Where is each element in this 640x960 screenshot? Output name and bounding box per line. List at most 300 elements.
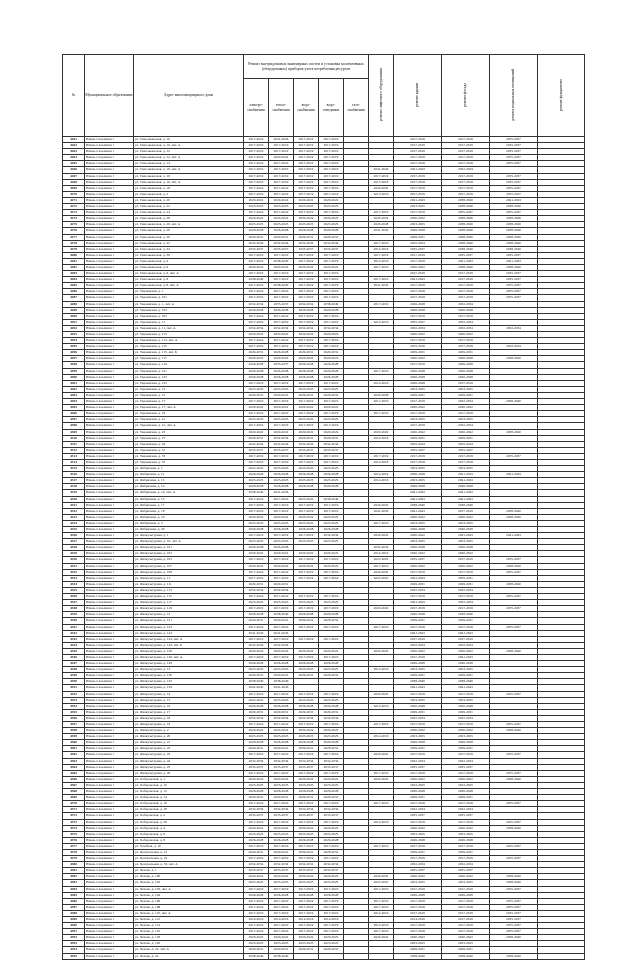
cell-heat: 2017-2019 <box>269 886 294 892</box>
cell-basement: 2035-2037 <box>490 770 538 776</box>
cell-sewer: 2035-2037 <box>319 447 344 453</box>
cell-municipality: Южно-Сахалинск г <box>85 466 134 472</box>
cell-roof: 2017-2019 <box>394 283 442 289</box>
cell-water: 2023-2025 <box>294 831 319 837</box>
cell-facade: 2032-2034 <box>442 807 490 813</box>
cell-row-number: 4366 <box>63 776 85 782</box>
cell-address: ул. Тихоокеанская, д. 2 <box>134 191 244 197</box>
cell-water: 2026-2028 <box>294 472 319 478</box>
cell-facade: 2017-2019 <box>442 856 490 862</box>
cell-heat: 2017-2019 <box>269 319 294 325</box>
cell-sewer: 2023-2025 <box>319 478 344 484</box>
cell-facade: 2017-2019 <box>442 191 490 197</box>
cell-water: 2017-2019 <box>294 191 319 197</box>
cell-roof: 2041-2043 <box>394 197 442 203</box>
cell-address: ул. Физкультурная, д. 121 <box>134 618 244 624</box>
cell-heat: 2026-2028 <box>269 307 294 313</box>
cell-water: 2029-2031 <box>294 392 319 398</box>
cell-heat: 2029-2031 <box>269 581 294 587</box>
cell-facade: 2029-2031 <box>442 849 490 855</box>
cell-sewer: 2032-2034 <box>319 758 344 764</box>
cell-municipality: Южно-Сахалинск г <box>85 825 134 831</box>
cell-basement: 2035-2037 <box>490 173 538 179</box>
cell-roof: 2029-2031 <box>394 673 442 679</box>
cell-address: ул. Тихоокеанская, д. 12, лит. А <box>134 155 244 161</box>
cell-electric: 2029-2031 <box>244 234 269 240</box>
cell-roof: 2029-2031 <box>394 581 442 587</box>
cell-basement: 2035-2037 <box>490 453 538 459</box>
cell-municipality: Южно-Сахалинск г <box>85 624 134 630</box>
table-row <box>63 264 585 270</box>
cell-sewer: 2023-2025 <box>319 417 344 423</box>
cell-row-number: 4389 <box>63 917 85 923</box>
cell-elevator: 2017-2019 <box>369 252 394 258</box>
cell-address: ул. Физкультурная, д. 18 <box>134 715 244 721</box>
cell-sewer: 2017-2019 <box>319 173 344 179</box>
cell-facade: 2017-2019 <box>442 411 490 417</box>
cell-sewer: 2023-2025 <box>319 697 344 703</box>
cell-electric: 2017-2019 <box>244 155 269 161</box>
cell-address: ул. Фабричная, д. 2 <box>134 520 244 526</box>
cell-roof: 2017-2019 <box>394 411 442 417</box>
cell-address: ул. Физкультурная, д. 123 <box>134 624 244 630</box>
cell-basement: 2038-2040 <box>490 246 538 252</box>
cell-water: 2020-2022 <box>294 356 319 362</box>
cell-elevator: 2014-2016 <box>369 551 394 557</box>
cell-municipality: Южно-Сахалинск г <box>85 758 134 764</box>
cell-heat: 2017-2019 <box>269 453 294 459</box>
cell-roof: 2020-2022 <box>394 514 442 520</box>
cell-row-number: 4375 <box>63 831 85 837</box>
cell-heat: 2017-2019 <box>269 654 294 660</box>
cell-electric: 2017-2019 <box>244 411 269 417</box>
cell-sewer: 2020-2022 <box>319 935 344 941</box>
cell-address: ул. Чехова, д. 118 <box>134 935 244 941</box>
cell-address: ул. Физкультурная, д. 19 <box>134 722 244 728</box>
cell-elevator: 2017-2019 <box>369 264 394 270</box>
cell-water: 2023-2025 <box>294 478 319 484</box>
cell-water: 2020-2022 <box>294 825 319 831</box>
cell-water: 2026-2028 <box>294 374 319 380</box>
cell-roof: 2020-2022 <box>394 648 442 654</box>
cell-municipality: Южно-Сахалинск г <box>85 594 134 600</box>
cell-address: ул. Хабаровская, д. 20 <box>134 819 244 825</box>
cell-heat: 2017-2019 <box>269 533 294 539</box>
cell-municipality: Южно-Сахалинск г <box>85 673 134 679</box>
cell-row-number: 4280 <box>63 252 85 258</box>
cell-sewer: 2026-2028 <box>319 374 344 380</box>
cell-facade: 2017-2019 <box>442 161 490 167</box>
cell-municipality: Южно-Сахалинск г <box>85 216 134 222</box>
table-row <box>63 210 585 216</box>
cell-municipality: Южно-Сахалинск г <box>85 338 134 344</box>
cell-roof: 2038-2040 <box>394 502 442 508</box>
cell-row-number: 4337 <box>63 600 85 606</box>
cell-municipality: Южно-Сахалинск г <box>85 886 134 892</box>
cell-water: 2017-2019 <box>294 179 319 185</box>
cell-address: ул. Центральная, д. 23 <box>134 856 244 862</box>
cell-roof: 2032-2034 <box>394 642 442 648</box>
cell-facade: 2023-2025 <box>442 941 490 947</box>
cell-basement: 2041-2043 <box>490 533 538 539</box>
cell-water: 2020-2022 <box>294 429 319 435</box>
cell-address: ул. Физкультурная, д. 13 <box>134 667 244 673</box>
cell-roof: 2017-2019 <box>394 210 442 216</box>
table-row <box>63 533 585 539</box>
cell-address: ул. Физкультурная, д. 12 <box>134 612 244 618</box>
cell-water: 2026-2028 <box>294 484 319 490</box>
cell-electric: 2017-2019 <box>244 691 269 697</box>
cell-electric: 2023-2025 <box>244 520 269 526</box>
cell-roof: 2032-2034 <box>394 715 442 721</box>
cell-roof: 2017-2019 <box>394 843 442 849</box>
cell-elevator: 2017-2019 <box>369 210 394 216</box>
cell-row-number: 4274 <box>63 216 85 222</box>
cell-heat: 2017-2019 <box>269 636 294 642</box>
cell-roof: 2026-2028 <box>394 380 442 386</box>
cell-electric: 2029-2031 <box>244 673 269 679</box>
cell-municipality: Южно-Сахалинск г <box>85 740 134 746</box>
cell-municipality: Южно-Сахалинск г <box>85 813 134 819</box>
cell-address: ул. Физкультурная, д. 113 <box>134 587 244 593</box>
cell-sewer: 2020-2022 <box>319 825 344 831</box>
cell-facade: 2023-2025 <box>442 667 490 673</box>
cell-heat: 2020-2022 <box>269 776 294 782</box>
cell-basement: 2035-2037 <box>490 271 538 277</box>
cell-water: 2017-2019 <box>294 173 319 179</box>
cell-electric: 2023-2025 <box>244 386 269 392</box>
cell-municipality: Южно-Сахалинск г <box>85 636 134 642</box>
cell-heat: 2035-2037 <box>269 362 294 368</box>
cell-sewer: 2023-2025 <box>319 204 344 210</box>
cell-row-number: 4317 <box>63 478 85 484</box>
cell-row-number: 4395 <box>63 953 85 959</box>
cell-roof: 2032-2034 <box>394 758 442 764</box>
cell-electric: 2023-2025 <box>244 697 269 703</box>
cell-elevator <box>369 953 394 959</box>
cell-basement: 2035-2037 <box>490 722 538 728</box>
cell-electric: 2038-2040 <box>244 679 269 685</box>
cell-facade: 2029-2031 <box>442 746 490 752</box>
cell-electric: 2035-2037 <box>244 813 269 819</box>
cell-row-number: 4374 <box>63 825 85 831</box>
cell-row-number: 4339 <box>63 612 85 618</box>
cell-municipality: Южно-Сахалинск г <box>85 478 134 484</box>
cell-sewer: 2026-2028 <box>319 703 344 709</box>
cell-facade: 2038-2040 <box>442 679 490 685</box>
cell-row-number: 4270 <box>63 191 85 197</box>
cell-facade: 2023-2025 <box>442 466 490 472</box>
cell-municipality: Южно-Сахалинск г <box>85 149 134 155</box>
cell-municipality: Южно-Сахалинск г <box>85 222 134 228</box>
table-body <box>63 137 585 960</box>
cell-row-number: 4300 <box>63 374 85 380</box>
cell-basement: 2038-2040 <box>490 728 538 734</box>
cell-facade: 2017-2019 <box>442 624 490 630</box>
cell-row-number: 4286 <box>63 289 85 295</box>
cell-facade: 2017-2019 <box>442 277 490 283</box>
cell-electric: 2017-2019 <box>244 459 269 465</box>
cell-address: ул. Физкультурная, д. 23 <box>134 752 244 758</box>
cell-basement: 2035-2037 <box>490 801 538 807</box>
cell-facade: 2017-2019 <box>442 149 490 155</box>
cell-facade: 2017-2019 <box>442 843 490 849</box>
cell-address: ул. Украинская, д. 105 <box>134 313 244 319</box>
cell-sewer: 2020-2022 <box>319 648 344 654</box>
cell-heat: 2017-2019 <box>269 691 294 697</box>
cell-basement: 2038-2040 <box>490 228 538 234</box>
cell-facade: 2038-2040 <box>442 204 490 210</box>
cell-electric: 2023-2025 <box>244 941 269 947</box>
cell-facade: 2017-2019 <box>442 910 490 916</box>
cell-water: 2020-2022 <box>294 332 319 338</box>
cell-facade: 2020-2022 <box>442 776 490 782</box>
cell-roof: 2017-2019 <box>394 289 442 295</box>
cell-electric: 2032-2034 <box>244 807 269 813</box>
cell-heat: 2026-2028 <box>269 892 294 898</box>
cell-address: ул. Хлебная, д. 10 <box>134 843 244 849</box>
cell-water: 2017-2019 <box>294 453 319 459</box>
table-row <box>63 429 585 435</box>
cell-facade: 2038-2040 <box>442 502 490 508</box>
cell-electric: 2026-2028 <box>244 661 269 667</box>
cell-facade: 2029-2031 <box>442 575 490 581</box>
cell-sewer: 2026-2028 <box>319 789 344 795</box>
cell-facade: 2032-2034 <box>442 167 490 173</box>
cell-address: ул. Украинская, д. 17 <box>134 399 244 405</box>
cell-sewer: 2023-2025 <box>319 782 344 788</box>
cell-elevator: 2041-2043 <box>369 508 394 514</box>
cell-elevator: 2020-2022 <box>369 533 394 539</box>
cell-row-number: 4309 <box>63 429 85 435</box>
cell-facade: 2029-2031 <box>442 581 490 587</box>
cell-electric: 2032-2034 <box>244 715 269 721</box>
cell-municipality: Южно-Сахалинск г <box>85 301 134 307</box>
cell-address: ул. Украинская, д. 19 <box>134 411 244 417</box>
cell-row-number: 4294 <box>63 338 85 344</box>
cell-row-number: 4275 <box>63 222 85 228</box>
cell-water: 2026-2028 <box>294 740 319 746</box>
cell-heat: 2020-2022 <box>269 551 294 557</box>
cell-basement: 2035-2037 <box>490 137 538 143</box>
cell-address: ул. Чехова, д. 104 <box>134 892 244 898</box>
cell-facade: 2023-2025 <box>442 782 490 788</box>
cell-electric: 2017-2019 <box>244 453 269 459</box>
cell-facade: 2026-2028 <box>442 527 490 533</box>
cell-water: 2026-2028 <box>294 661 319 667</box>
cell-heat: 2020-2022 <box>269 332 294 338</box>
cell-heat: 2041-2043 <box>269 685 294 691</box>
cell-heat: 2032-2034 <box>269 758 294 764</box>
cell-facade: 2038-2040 <box>442 197 490 203</box>
cell-address: ул. Хабаровская, д. 10 <box>134 782 244 788</box>
cell-elevator: 2014-2016 <box>369 258 394 264</box>
cell-sewer: 2017-2019 <box>319 191 344 197</box>
cell-sewer: 2020-2022 <box>319 429 344 435</box>
cell-municipality: Южно-Сахалинск г <box>85 344 134 350</box>
cell-water: 2017-2019 <box>294 691 319 697</box>
cell-heat: 2020-2022 <box>269 728 294 734</box>
cell-electric: 2032-2034 <box>244 758 269 764</box>
cell-roof: 2017-2019 <box>394 923 442 929</box>
cell-heat: 2029-2031 <box>269 673 294 679</box>
cell-water: 2029-2031 <box>294 618 319 624</box>
cell-sewer: 2026-2028 <box>319 661 344 667</box>
cell-electric: 2017-2019 <box>244 344 269 350</box>
cell-municipality: Южно-Сахалинск г <box>85 581 134 587</box>
cell-electric: 2020-2022 <box>244 935 269 941</box>
cell-municipality: Южно-Сахалинск г <box>85 782 134 788</box>
cell-elevator: 2017-2019 <box>369 624 394 630</box>
cell-basement: 2035-2037 <box>490 277 538 283</box>
cell-facade: 2041-2043 <box>442 478 490 484</box>
table-row <box>63 563 585 569</box>
cell-roof: 2020-2022 <box>394 356 442 362</box>
cell-address: ул. Физкультурная, д. 115 <box>134 594 244 600</box>
cell-roof: 2023-2025 <box>394 941 442 947</box>
cell-heat: 2026-2028 <box>269 837 294 843</box>
cell-heat: 2038-2040 <box>269 612 294 618</box>
cell-sewer: 2020-2022 <box>319 551 344 557</box>
cell-address: ул. Фабричная, д. 18 <box>134 508 244 514</box>
cell-row-number: 4269 <box>63 185 85 191</box>
cell-basement: 2038-2040 <box>490 399 538 405</box>
cell-facade: 2023-2025 <box>442 520 490 526</box>
cell-address: ул. Фабричная, д. 13 <box>134 478 244 484</box>
cell-row-number: 4324 <box>63 520 85 526</box>
cell-row-number: 4353 <box>63 697 85 703</box>
cell-address: ул. Хабаровская, д. 16 <box>134 801 244 807</box>
cell-elevator: 2017-2019 <box>369 886 394 892</box>
cell-row-number: 4262 <box>63 143 85 149</box>
cell-row-number: 4350 <box>63 679 85 685</box>
cell-roof: 2017-2019 <box>394 856 442 862</box>
cell-electric: 2017-2019 <box>244 636 269 642</box>
cell-row-number: 4359 <box>63 734 85 740</box>
cell-heat: 2035-2037 <box>269 301 294 307</box>
cell-basement: 2035-2037 <box>490 557 538 563</box>
cell-water <box>294 953 319 959</box>
cell-basement: 2035-2037 <box>490 569 538 575</box>
cell-heat: 2026-2028 <box>269 789 294 795</box>
cell-water: 2014-2016 <box>294 917 319 923</box>
cell-municipality: Южно-Сахалинск г <box>85 789 134 795</box>
cell-roof: 2023-2025 <box>394 782 442 788</box>
cell-roof: 2015-2016 <box>394 344 442 350</box>
cell-roof: 2020-2022 <box>394 216 442 222</box>
cell-electric: 2017-2019 <box>244 929 269 935</box>
cell-water: 2035-2037 <box>294 868 319 874</box>
cell-facade: 2029-2031 <box>442 350 490 356</box>
cell-sewer: 2017-2019 <box>319 179 344 185</box>
cell-water: 2017-2019 <box>294 929 319 935</box>
cell-facade: 2026-2028 <box>442 740 490 746</box>
cell-heat: 2023-2025 <box>269 466 294 472</box>
cell-address: ул. Украинская, д. 123 <box>134 374 244 380</box>
cell-heat: 2026-2028 <box>269 350 294 356</box>
cell-row-number: 4320 <box>63 496 85 502</box>
cell-water: 2029-2031 <box>294 435 319 441</box>
cell-row-number: 4377 <box>63 843 85 849</box>
cell-sewer: 2017-2019 <box>319 453 344 459</box>
cell-facade: 2026-2028 <box>442 789 490 795</box>
cell-electric: 2017-2019 <box>244 752 269 758</box>
cell-municipality: Южно-Сахалинск г <box>85 697 134 703</box>
cell-address: ул. Тихоокеанская, д. 20 <box>134 197 244 203</box>
cell-electric: 2035-2037 <box>244 764 269 770</box>
cell-electric: 2017-2019 <box>244 654 269 660</box>
cell-row-number: 4360 <box>63 740 85 746</box>
cell-municipality: Южно-Сахалинск г <box>85 319 134 325</box>
cell-address: ул. Тихоокеанская, д. 26, лит. А <box>134 222 244 228</box>
cell-facade: 2020-2022 <box>442 825 490 831</box>
cell-municipality: Южно-Сахалинск г <box>85 399 134 405</box>
cell-foundation <box>538 953 585 959</box>
cell-address: ул. Украинская, д. 31 <box>134 447 244 453</box>
cell-address: ул. Украинская, д. 23 <box>134 429 244 435</box>
cell-address: ул. Тихоокеанская, д. 34 <box>134 246 244 252</box>
cell-municipality: Южно-Сахалинск г <box>85 356 134 362</box>
cell-heat: 2020-2022 <box>269 935 294 941</box>
table-row <box>63 886 585 892</box>
cell-electric: 2035-2037 <box>244 246 269 252</box>
cell-heat: 2020-2022 <box>269 429 294 435</box>
col-municipality-header: Муниципальное образование <box>85 55 134 137</box>
cell-row-number: 4282 <box>63 264 85 270</box>
cell-municipality: Южно-Сахалинск г <box>85 722 134 728</box>
cell-address: ул. Хабаровская, д. 8 <box>134 837 244 843</box>
cell-municipality: Южно-Сахалинск г <box>85 143 134 149</box>
cell-electric: 2023-2025 <box>244 204 269 210</box>
table-row <box>63 143 585 149</box>
cell-basement: 2038-2040 <box>490 216 538 222</box>
cell-elevator: 2020-2022 <box>369 874 394 880</box>
cell-elevator: 2014-2016 <box>369 923 394 929</box>
cell-heat: 2038-2040 <box>269 679 294 685</box>
cell-heat: 2026-2028 <box>269 661 294 667</box>
cell-facade: 2017-2019 <box>442 185 490 191</box>
col-basement-header: ремонт подвальных помещений <box>490 55 538 137</box>
cell-facade: 2029-2031 <box>442 435 490 441</box>
cell-water: 2020-2022 <box>294 551 319 557</box>
cell-gas <box>344 953 369 959</box>
cell-sewer: 2017-2019 <box>319 313 344 319</box>
cell-row-number: 4362 <box>63 752 85 758</box>
cell-water: 2017-2019 <box>294 904 319 910</box>
cell-electric: 2029-2031 <box>244 435 269 441</box>
cell-electric: 2017-2019 <box>244 173 269 179</box>
cell-electric: 2026-2028 <box>244 703 269 709</box>
cell-facade: 2026-2028 <box>442 307 490 313</box>
cell-heat: 2017-2019 <box>269 502 294 508</box>
cell-roof: 2017-2019 <box>394 149 442 155</box>
cell-roof: 2020-2022 <box>394 533 442 539</box>
cell-row-number: 4284 <box>63 277 85 283</box>
cell-roof: 2017-2019 <box>394 137 442 143</box>
cell-electric: 2026-2028 <box>244 612 269 618</box>
cell-water: 2032-2034 <box>294 301 319 307</box>
cell-facade: 2029-2031 <box>442 947 490 953</box>
cell-sewer: 2017-2019 <box>319 594 344 600</box>
cell-facade: 2041-2043 <box>442 654 490 660</box>
cell-elevator: 2020-2022 <box>369 569 394 575</box>
cell-heat: 2029-2031 <box>269 618 294 624</box>
cell-basement: 2038-2040 <box>490 825 538 831</box>
cell-facade: 2020-2022 <box>442 874 490 880</box>
cell-sewer: 2026-2028 <box>319 527 344 533</box>
table-row <box>63 271 585 277</box>
cell-roof: 2032-2034 <box>394 441 442 447</box>
